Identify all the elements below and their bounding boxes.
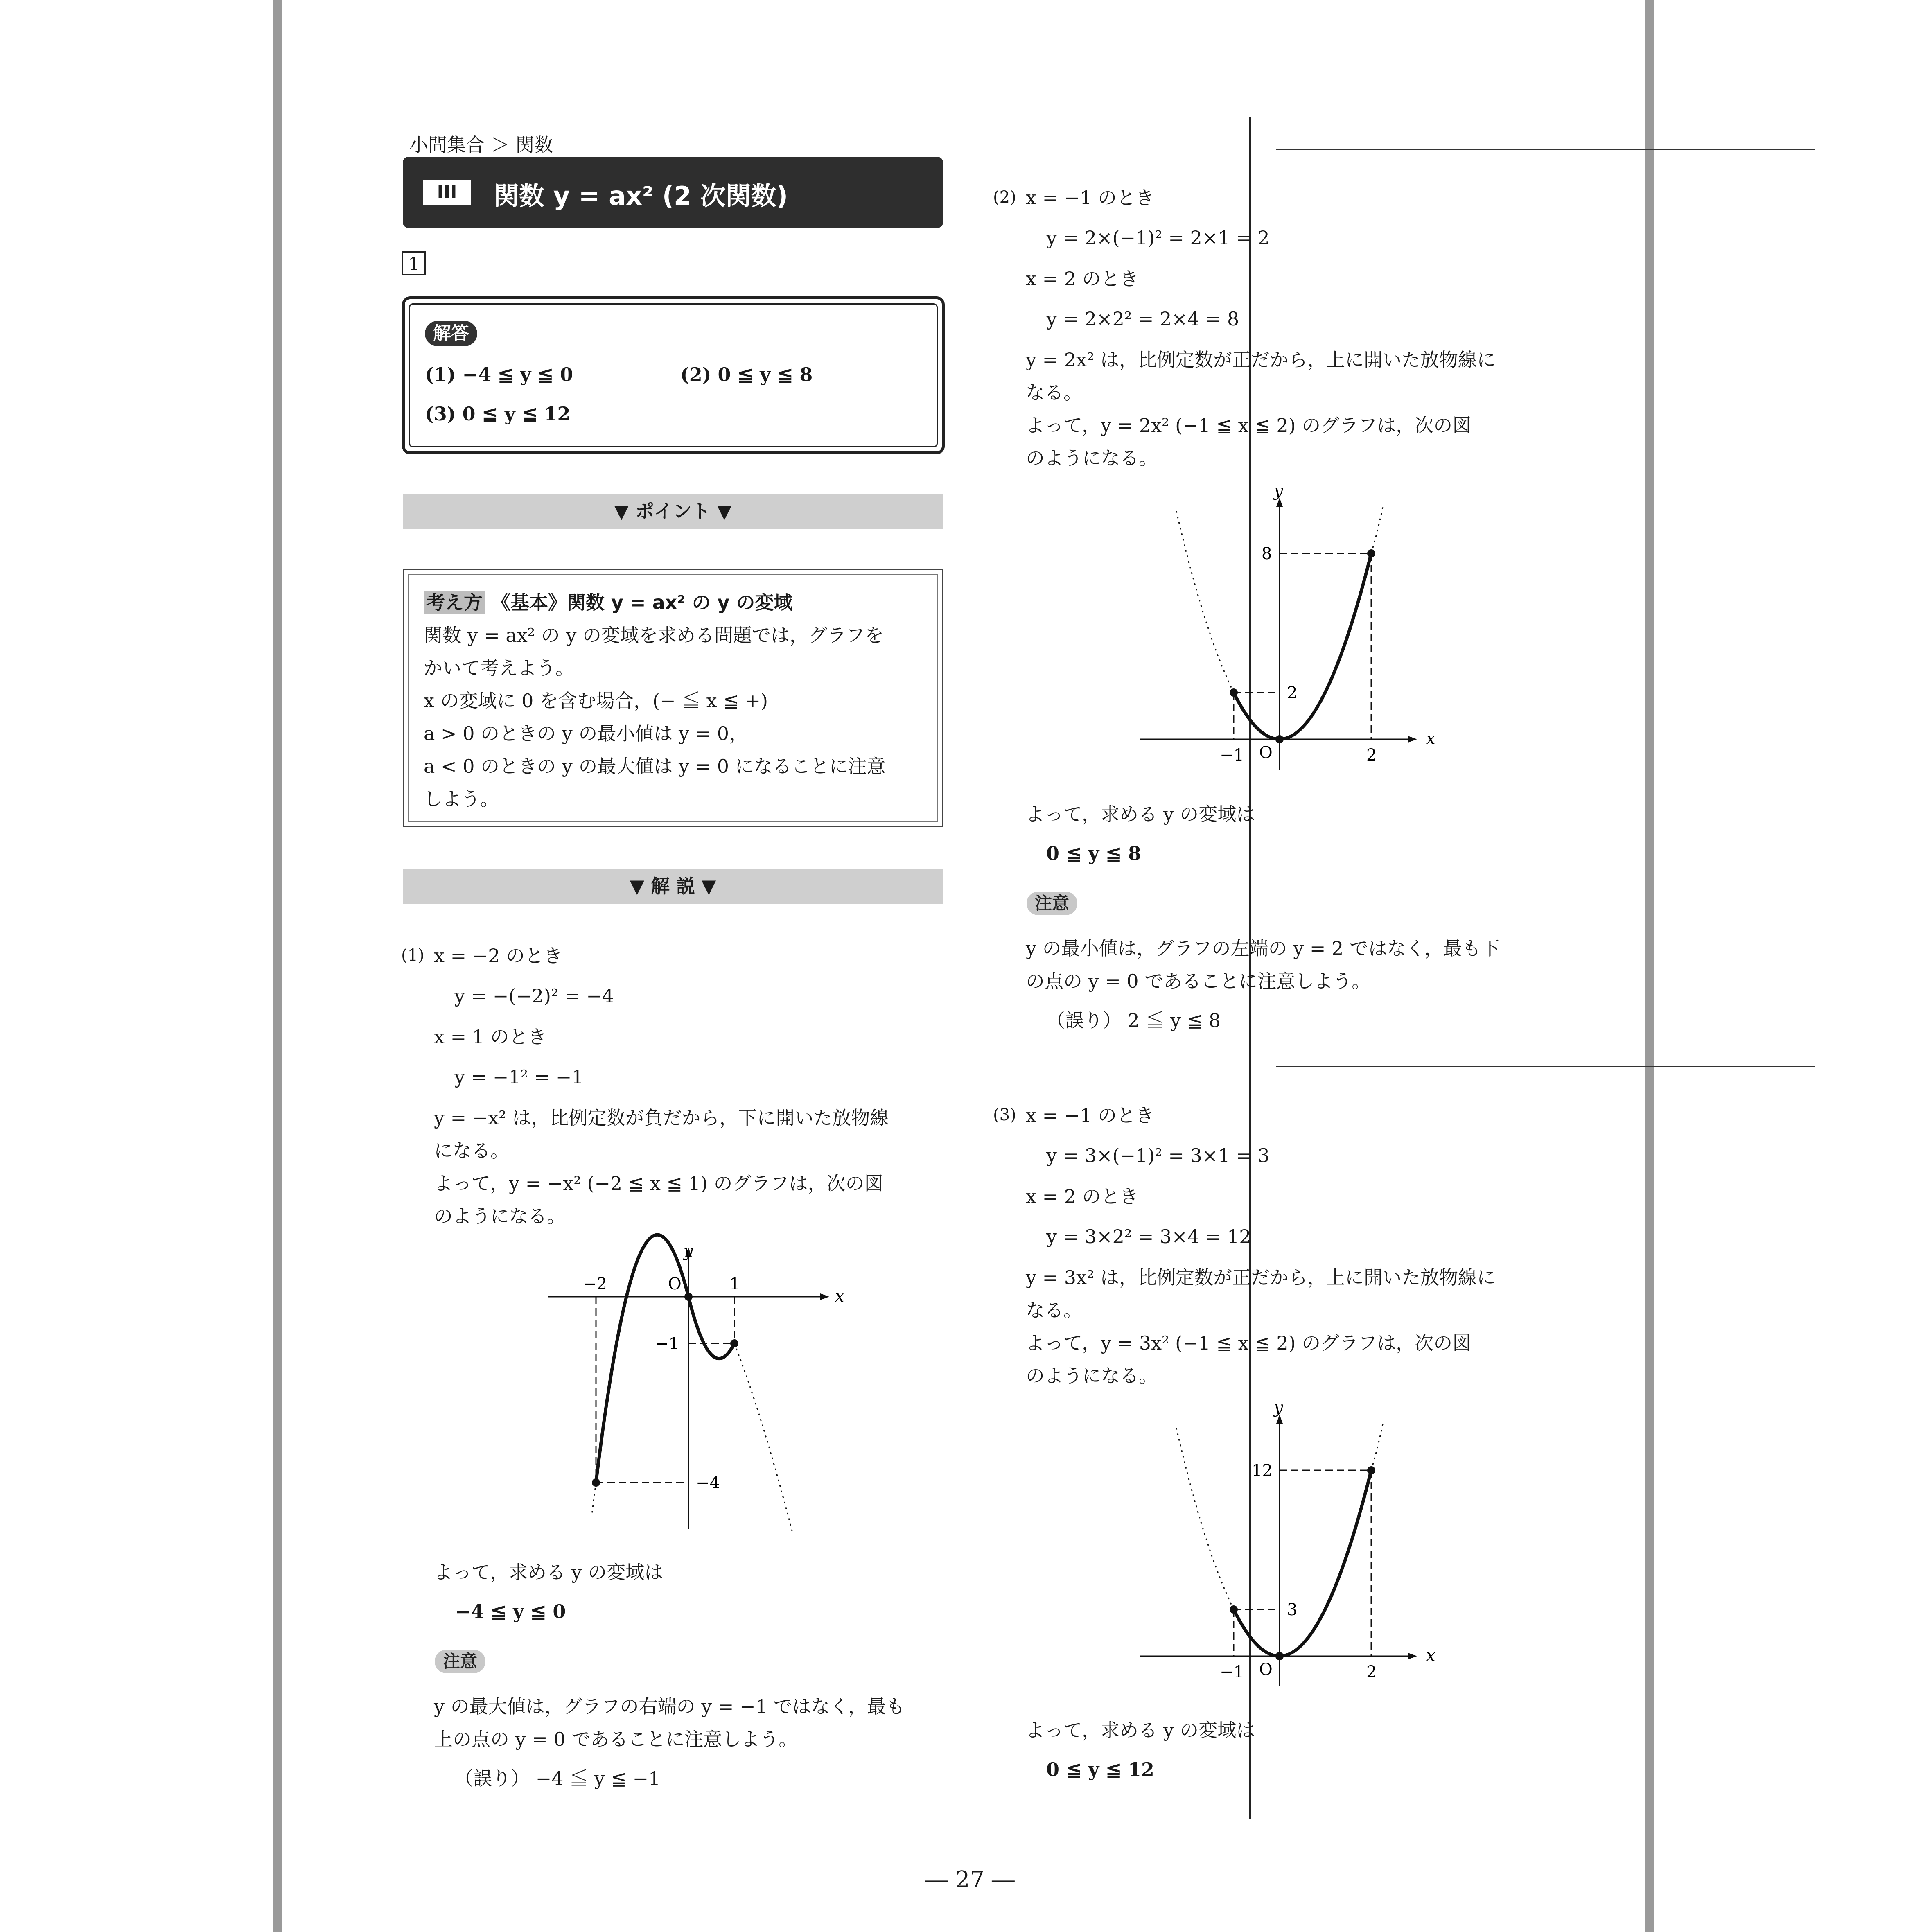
- part1-line-8: のようになる。: [434, 1205, 566, 1227]
- parabola-extension-right: [1371, 1420, 1384, 1470]
- part2-line-5: y = 2x² は，比例定数が正だから，上に開いた放物線に: [1026, 349, 1496, 371]
- part2-note-line-1: y の最小値は，グラフの左端の y = 2 ではなく，最も下: [1026, 937, 1500, 959]
- part1-line-5: y = −x² は，比例定数が負だから，下に開いた放物線: [434, 1107, 889, 1129]
- tick-label-x-1: 1: [729, 1275, 740, 1293]
- answer-item-1: (1) −4 ≦ y ≦ 0: [425, 363, 573, 386]
- point-line-5: a < 0 のときの y の最大値は y = 0 になることに注意: [424, 755, 886, 777]
- point-line-1: 関数 y = ax² の y の変域を求める問題では，グラフを: [424, 624, 884, 646]
- part3-line-5: y = 3x² は，比例定数が正だから，上に開いた放物線に: [1026, 1266, 1496, 1289]
- origin-label: O: [668, 1275, 682, 1293]
- endpoint-left: [1230, 1605, 1238, 1614]
- point-line-6: しよう。: [424, 788, 499, 810]
- problem-number: 1: [402, 251, 426, 275]
- part2-wrong: （誤り） 2 ≦ y ≦ 8: [1046, 1009, 1221, 1031]
- tick-label-x-neg1: −1: [1220, 1663, 1244, 1681]
- chapter-badge: III: [423, 180, 471, 205]
- part1-line-7: よって，y = −x² (−2 ≦ x ≦ 1) のグラフは，次の図: [434, 1172, 883, 1194]
- tick-label-y-2: 2: [1287, 684, 1298, 702]
- part1-note-label: 注意: [435, 1650, 485, 1673]
- part3-line-3: x = 2 のとき: [1026, 1185, 1139, 1208]
- tick-label-y-neg1: −1: [655, 1334, 679, 1353]
- tick-label-y-3: 3: [1287, 1600, 1298, 1619]
- tick-label-x-neg1: −1: [1220, 746, 1244, 765]
- part2-line-3: x = 2 のとき: [1026, 268, 1139, 290]
- part3-line-2: y = 3×(−1)² = 3×1 = 3: [1046, 1144, 1270, 1167]
- x-axis-label: x: [1426, 729, 1435, 748]
- part1-note-line-2: 上の点の y = 0 であることに注意しよう。: [434, 1728, 798, 1750]
- tick-label-y-12: 12: [1252, 1461, 1273, 1480]
- answer-item-2: (2) 0 ≦ y ≦ 8: [680, 363, 813, 386]
- part2-line-6: なる。: [1026, 381, 1082, 404]
- part3-line-1: x = −1 のとき: [1026, 1104, 1155, 1126]
- part1-wrong: （誤り） −4 ≦ y ≦ −1: [454, 1767, 661, 1790]
- part2-conclusion: よって，求める y の変域は: [1026, 803, 1255, 825]
- part3-line-8: のようになる。: [1026, 1365, 1158, 1387]
- point-tag: 考え方: [424, 591, 485, 614]
- page-number: ― 27 ―: [925, 1867, 1015, 1893]
- part1-conclusion: よって，求める y の変域は: [434, 1561, 664, 1583]
- y-axis-label: y: [1274, 481, 1283, 500]
- x-axis-label: x: [1426, 1646, 1435, 1665]
- explain-header: ▼ 解 説 ▼: [403, 869, 943, 904]
- point-header: ▼ ポイント ▼: [403, 494, 943, 529]
- part2-line-1: x = −1 のとき: [1026, 187, 1155, 209]
- x-axis-arrow: [1408, 1653, 1417, 1659]
- answer-label: 解答: [425, 321, 477, 346]
- part3-result: 0 ≦ y ≦ 12: [1046, 1758, 1154, 1781]
- tick-label-x-neg2: −2: [583, 1275, 607, 1293]
- part3-line-6: なる。: [1026, 1299, 1082, 1321]
- part2-line-8: のようになる。: [1026, 447, 1158, 469]
- part3-line-4: y = 3×2² = 3×4 = 12: [1046, 1226, 1251, 1248]
- part1-line-2: y = −(−2)² = −4: [454, 985, 614, 1007]
- part1-result: −4 ≦ y ≦ 0: [455, 1600, 566, 1623]
- part2-number: (2): [993, 188, 1016, 207]
- x-axis-label: x: [835, 1287, 844, 1306]
- part1-line-1: x = −2 のとき: [434, 945, 563, 967]
- part2-result: 0 ≦ y ≦ 8: [1046, 842, 1141, 864]
- part1-number: (1): [401, 946, 424, 965]
- part3-number: (3): [993, 1106, 1016, 1124]
- point-line-3: x の変域に 0 を含む場合，(− ≦ x ≦ +): [424, 690, 768, 712]
- origin-label: O: [1259, 743, 1273, 762]
- y-axis-label: y: [1274, 1398, 1283, 1417]
- point-heading: 《基本》関数 y = ax² の y の変域: [492, 591, 793, 614]
- tick-label-x-2: 2: [1366, 746, 1377, 765]
- point-line-2: かいて考えよう。: [424, 657, 574, 679]
- part3-line-7: よって，y = 3x² (−1 ≦ x ≦ 2) のグラフは，次の図: [1026, 1332, 1472, 1354]
- parabola-extension-left: [1176, 1424, 1234, 1609]
- chapter-title: 関数 y = ax² (2 次関数): [494, 181, 788, 211]
- part1-line-4: y = −1² = −1: [454, 1066, 584, 1088]
- endpoint-right: [1367, 1466, 1375, 1474]
- part2-line-4: y = 2×2² = 2×4 = 8: [1046, 308, 1239, 330]
- breadcrumb: 小問集合 ＞ 関数: [409, 134, 553, 156]
- tick-label-y-8: 8: [1262, 544, 1272, 563]
- part1-line-3: x = 1 のとき: [434, 1026, 547, 1048]
- part1-line-6: になる。: [434, 1140, 509, 1162]
- point-line-4: a > 0 のときの y の最小値は y = 0，: [424, 722, 748, 745]
- part2-line-7: よって，y = 2x² (−1 ≦ x ≦ 2) のグラフは，次の図: [1026, 414, 1472, 436]
- part2-note-label: 注意: [1027, 892, 1077, 915]
- tick-label-y-neg4: −4: [696, 1474, 720, 1492]
- parabola-segment: [1234, 1470, 1371, 1656]
- tick-label-x-2: 2: [1366, 1663, 1377, 1681]
- part2-note-line-2: の点の y = 0 であることに注意しよう。: [1026, 970, 1371, 992]
- answer-item-3: (3) 0 ≦ y ≦ 12: [425, 403, 571, 425]
- part2-line-2: y = 2×(−1)² = 2×1 = 2: [1046, 227, 1270, 249]
- vertex-point: [1275, 1652, 1284, 1660]
- part3-conclusion: よって，求める y の変域は: [1026, 1719, 1255, 1741]
- origin-label: O: [1259, 1660, 1273, 1679]
- part1-note-line-1: y の最大値は，グラフの右端の y = −1 ではなく，最も: [434, 1695, 905, 1718]
- y-axis-label: y: [684, 1242, 693, 1261]
